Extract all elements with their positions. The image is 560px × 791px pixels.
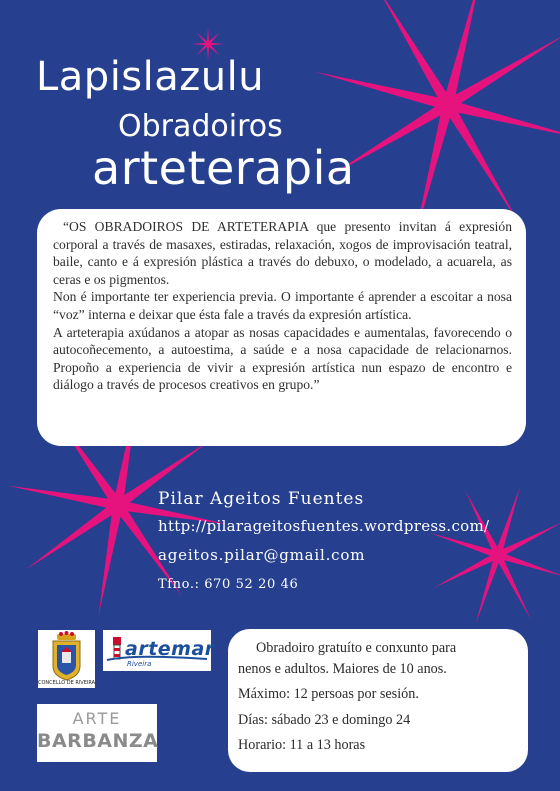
star-top-right	[314, 0, 560, 239]
concello-riveira-logo	[38, 630, 95, 688]
title-arteterapia: arteterapia	[92, 141, 355, 195]
artemar-logo	[103, 630, 215, 671]
contact-email-link[interactable]: ageitos.pilar@gmail.com	[158, 546, 366, 564]
arte-barbanza-top-text: ARTE	[72, 709, 122, 728]
contact-phone: Tfno.: 670 52 20 46	[158, 577, 299, 592]
contact-name: Pilar Ageitos Fuentes	[158, 489, 365, 509]
info-line-2: nenos e adultos. Maiores de 10 anos.	[238, 660, 447, 677]
quote-box	[37, 209, 526, 446]
info-line-schedule: Horario: 11 a 13 horas	[238, 737, 366, 753]
contact-website-link[interactable]: http://pilarageitosfuentes.wordpress.com/	[158, 517, 490, 535]
quote-paragraph-2: Non é importante ter experiencia previa. O importante é aprender a escoitar a nosa “voz” interna e deixar que ésta fale a través da expresión artística.	[53, 289, 512, 322]
info-line-days: Días: sábado 23 e domingo 24	[238, 711, 411, 728]
arte-barbanza-bottom-text: BARBANZA	[37, 730, 159, 752]
title-obradoiros: Obradoiros	[118, 109, 283, 144]
info-line-max: Máximo: 12 persoas por sesión.	[238, 686, 419, 702]
artemar-subtitle: Riveira	[127, 660, 152, 668]
workshop-info-box	[228, 629, 528, 772]
arte-barbanza-logo	[37, 704, 157, 762]
quote-paragraph-1: “OS OBRADOIROS DE ARTETERAPIA que presento invitan á expresión corporal a través de masaxes, estiradas, relaxación, xogos de improvisación teatral, baile, canto e á expresión plástica a través do debuxo, o modelado, a acuarela, as ceras e os pigmentos.	[53, 219, 512, 287]
title-lapislazulu: Lapislazulu	[36, 54, 265, 100]
info-line-1: Obradoiro gratuíto e conxunto para	[256, 640, 457, 656]
quote-paragraph-3: A arteterapia axúdanos a atopar as nosas capacidades e aumentalas, favorecendo o autocoñecemento, a autoestima, a saúde e a nosa capacidade de relacionarnos. Propoño a experiencia de vivir a expresión artística nun espazo de encontro e diálogo a través de procesos creativos en grupo.”	[53, 324, 512, 393]
artemar-wordmark: artemar	[125, 638, 215, 660]
concello-riveira-label: CONCELLO DE RIVEIRA	[38, 680, 96, 686]
star-lower-right	[430, 487, 560, 624]
